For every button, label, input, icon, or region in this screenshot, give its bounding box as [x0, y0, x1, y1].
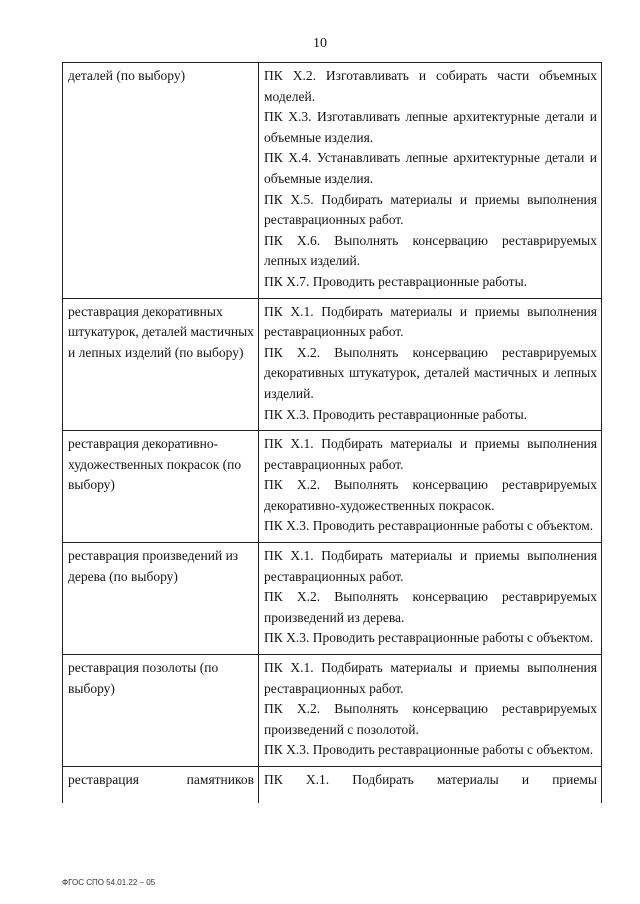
competency-item: ПК Х.1. Подбирать материалы и приемы выполнения реставрационных работ.: [264, 303, 597, 340]
specialization-cell: [63, 298, 259, 431]
specialization-name: реставрация декоративных штукатурок, деталей мастичных и лепных изделий (по выбору): [68, 303, 254, 360]
competency-table: [62, 62, 602, 803]
competency-item: ПК Х.3. Проводить реставрационные работы.: [264, 406, 528, 422]
competency-item: ПК Х.6. Выполнять консервацию реставрируемых лепных изделий.: [264, 232, 597, 269]
document-footer: ФГОС СПО 54.01.22 – 05: [62, 878, 156, 887]
specialization-name: деталей (по выбору): [68, 68, 186, 83]
competency-item: ПК Х.1. Подбирать материалы и приемы выполнения реставрационных работ.: [264, 548, 597, 584]
competencies-cell: [259, 431, 602, 543]
competencies-cell: [259, 655, 602, 767]
competencies-cell: [259, 543, 602, 655]
table-row: [63, 63, 602, 299]
competency-item: ПК Х.3. Проводить реставрационные работы с объектом.: [264, 742, 594, 758]
competencies-cell: [259, 63, 602, 299]
competency-item: ПК Х.2. Выполнять консервацию реставрируемых произведений с позолотой.: [264, 701, 597, 737]
competency-item: ПК Х.2. Выполнять консервацию реставрируемых декоративно-художественных покрасок.: [264, 477, 597, 513]
page-number: 10: [313, 36, 327, 51]
competency-item: ПК Х.1. Подбирать материалы и приемы: [264, 772, 597, 787]
specialization-cell: [63, 431, 259, 543]
table-row: [63, 767, 602, 804]
table-row: [63, 431, 602, 543]
specialization-cell: [63, 543, 259, 655]
competencies-cell: [259, 767, 602, 804]
competencies-cell: [259, 298, 602, 431]
competency-item: ПК Х.7. Проводить реставрационные работы.: [264, 273, 528, 289]
competency-item: ПК Х.2. Выполнять консервацию реставрируемых декоративных штукатурок, деталей мастичных и лепных изделий.: [264, 344, 597, 401]
specialization-cell: [63, 767, 259, 804]
table-row: [63, 298, 602, 431]
competency-item: ПК Х.3. Проводить реставрационные работы с объектом.: [264, 518, 594, 534]
competency-item: ПК Х.3. Проводить реставрационные работы с объектом.: [264, 630, 594, 646]
table-row: [63, 655, 602, 767]
competency-item: ПК Х.3. Изготавливать лепные архитектурные детали и объемные изделия.: [264, 109, 597, 145]
specialization-name: реставрация декоративно-художественных покрасок (по выбору): [68, 436, 242, 493]
competency-item: ПК Х.1. Подбирать материалы и приемы выполнения реставрационных работ.: [264, 436, 597, 472]
specialization-cell: [63, 655, 259, 767]
specialization-name: реставрация памятников: [68, 772, 254, 787]
competency-item: ПК Х.2. Изготавливать и собирать части объемных моделей.: [264, 68, 597, 104]
table-row: [63, 543, 602, 655]
competency-item: ПК Х.1. Подбирать материалы и приемы выполнения реставрационных работ.: [264, 660, 597, 696]
competency-item: ПК Х.2. Выполнять консервацию реставрируемых произведений из дерева.: [264, 589, 597, 625]
competency-item: ПК Х.5. Подбирать материалы и приемы выполнения реставрационных работ.: [264, 191, 597, 228]
specialization-name: реставрация произведений из дерева (по выбору): [68, 548, 239, 584]
specialization-name: реставрация позолоты (по выбору): [68, 660, 219, 696]
specialization-cell: [63, 63, 259, 299]
competency-item: ПК Х.4. Устанавливать лепные архитектурные детали и объемные изделия.: [264, 150, 597, 186]
